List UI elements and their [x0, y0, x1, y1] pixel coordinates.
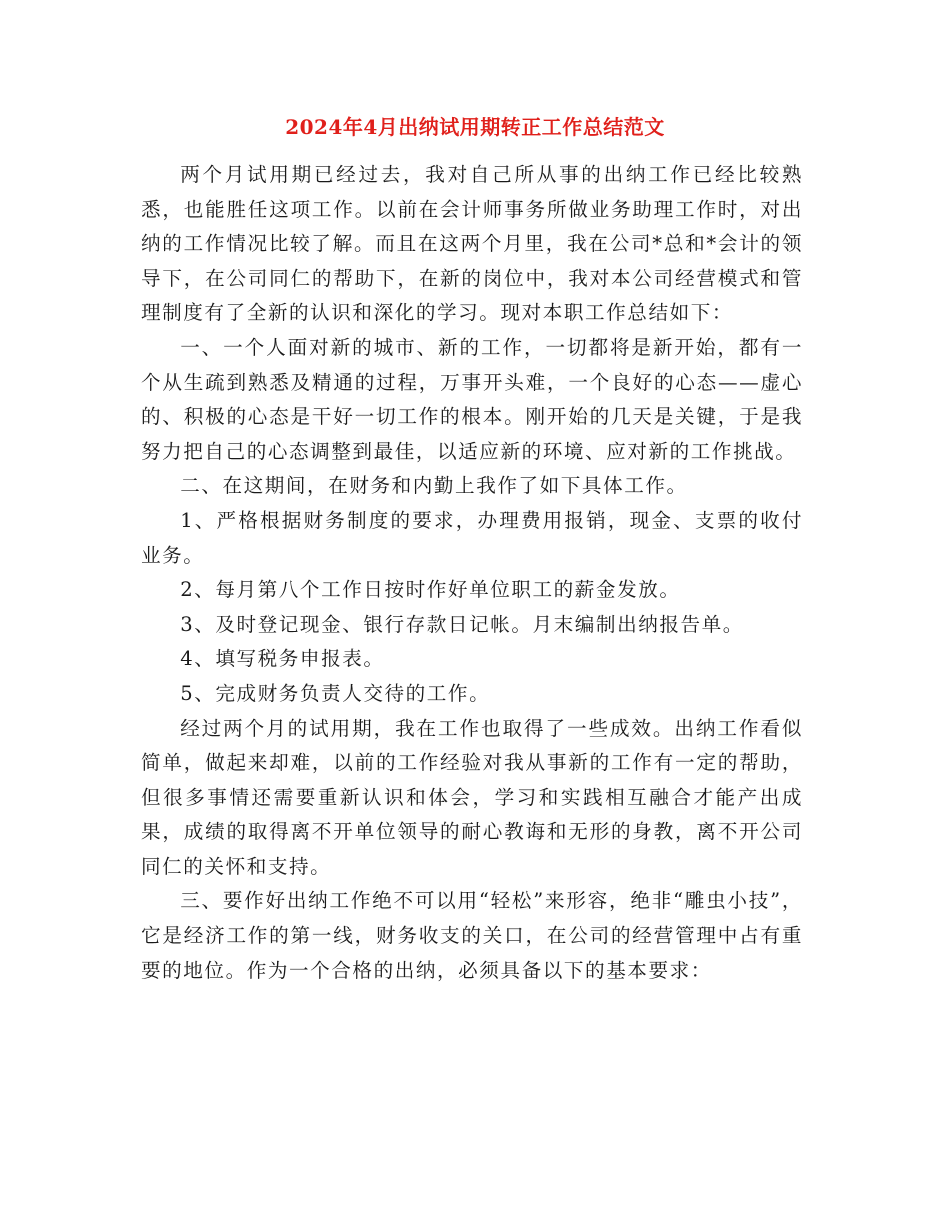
paragraph-item-5: 5、完成财务负责人交待的工作。	[180, 681, 491, 705]
paragraph-section-3: 三、要作好出纳工作绝不可以用“轻松”来形容，绝非“雕虫小技”，它是经济工作的第一线，财务收支的关口，在公司的经营管理中占有重要的地位。作为一个合格的出纳，必须具备以下的基本要求：	[141, 889, 803, 982]
document-body	[141, 158, 803, 988]
paragraph-section-2: 二、在这期间，在财务和内勤上我作了如下具体工作。	[180, 474, 688, 498]
paragraph-section-1: 一、一个人面对新的城市、新的工作，一切都将是新开始，都有一个从生疏到熟悉及精通的过程，万事开头难，一个良好的心态——虚心的、积极的心态是干好一切工作的根本。刚开始的几天是关键，于是我努力把自己的心态调整到最佳，以适应新的环境、应对新的工作挑战。	[141, 335, 803, 463]
paragraph-item-3: 3、及时登记现金、银行存款日记帐。月末编制出纳报告单。	[180, 612, 744, 636]
paragraph-item-2: 2、每月第八个工作日按时作好单位职工的薪金发放。	[180, 578, 681, 602]
paragraph-intro: 两个月试用期已经过去，我对自己所从事的出纳工作已经比较熟悉，也能胜任这项工作。以前在会计师事务所做业务助理工作时，对出纳的工作情况比较了解。而且在这两个月里，我在公司*总和*会计的领导下，在公司同仁的帮助下，在新的岗位中，我对本公司经营模式和管理制度有了全新的认识和深化的学习。现对本职工作总结如下：	[141, 163, 803, 325]
paragraph-item-4: 4、填写税务申报表。	[180, 647, 385, 671]
document-title: 2024年4月出纳试用期转正工作总结范文	[285, 115, 665, 139]
paragraph-results: 经过两个月的试用期，我在工作也取得了一些成效。出纳工作看似简单，做起来却难，以前的工作经验对我从事新的工作有一定的帮助，但很多事情还需要重新认识和体会，学习和实践相互融合才能产出成果，成绩的取得离不开单位领导的耐心教诲和无形的身教，离不开公司同仁的关怀和支持。	[141, 716, 803, 878]
paragraph-item-1: 1、严格根据财务制度的要求，办理费用报销，现金、支票的收付业务。	[141, 508, 803, 567]
